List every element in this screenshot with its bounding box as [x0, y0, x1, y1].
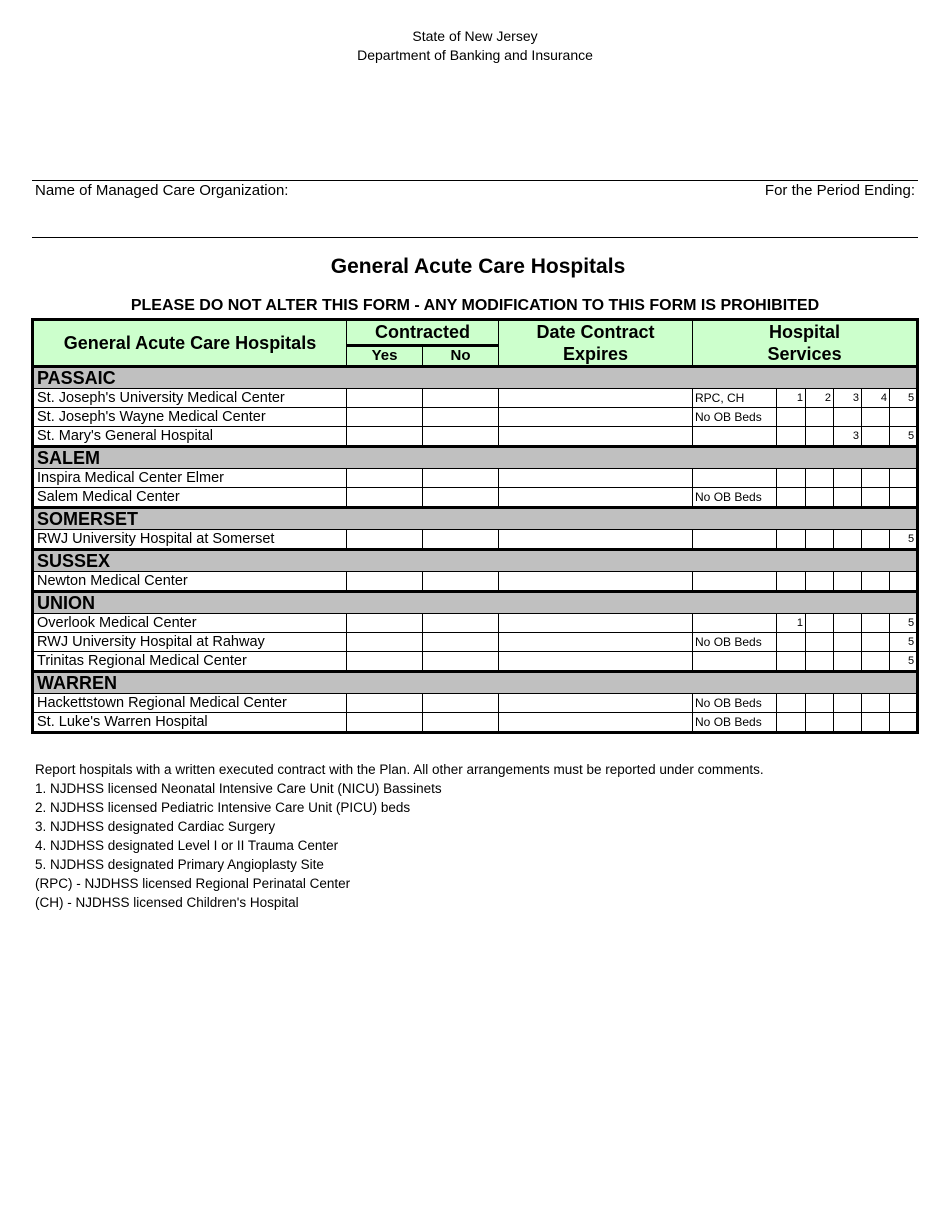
date-expires-cell[interactable]: [499, 488, 693, 508]
county-name: WARREN: [33, 672, 918, 694]
services-cell: [693, 572, 777, 592]
header-yes: Yes: [347, 345, 423, 366]
service-flag-1: [777, 488, 806, 508]
service-flag-2: [806, 652, 834, 672]
hospital-row: [33, 614, 918, 633]
contracted-yes-cell[interactable]: [347, 713, 423, 733]
service-flag-4: [862, 408, 890, 427]
service-flag-3: 3: [834, 389, 862, 408]
services-cell: [693, 530, 777, 550]
service-flag-4: [862, 427, 890, 447]
service-flag-5: 5: [890, 633, 918, 652]
contracted-yes-cell[interactable]: [347, 530, 423, 550]
county-row: [33, 592, 918, 614]
service-flag-5: [890, 408, 918, 427]
service-flag-3: [834, 488, 862, 508]
hospital-name: St. Joseph's Wayne Medical Center: [33, 408, 347, 427]
date-expires-cell[interactable]: [499, 389, 693, 408]
hospital-row: [33, 530, 918, 550]
period-label: For the Period Ending:: [764, 182, 915, 199]
service-flag-5: [890, 488, 918, 508]
contracted-yes-cell[interactable]: [347, 427, 423, 447]
contracted-yes-cell[interactable]: [347, 633, 423, 652]
county-row: [33, 550, 918, 572]
service-flag-3: [834, 713, 862, 733]
county-row: [33, 367, 918, 389]
header-hospitals: General Acute Care Hospitals: [33, 320, 347, 367]
footnotes: [35, 760, 764, 912]
contracted-no-cell[interactable]: [423, 389, 499, 408]
service-flag-3: [834, 652, 862, 672]
contracted-yes-cell[interactable]: [347, 572, 423, 592]
date-expires-cell[interactable]: [499, 694, 693, 713]
warning-notice: PLEASE DO NOT ALTER THIS FORM - ANY MODIFICATION TO THIS FORM IS PROHIBITED: [130, 297, 820, 314]
county-row: [33, 508, 918, 530]
service-flag-2: [806, 614, 834, 633]
hospital-name: Newton Medical Center: [33, 572, 347, 592]
hospital-row: [33, 572, 918, 592]
service-flag-3: [834, 694, 862, 713]
hospital-name: RWJ University Hospital at Rahway: [33, 633, 347, 652]
date-expires-cell[interactable]: [499, 572, 693, 592]
hospital-row: [33, 469, 918, 488]
date-expires-cell[interactable]: [499, 530, 693, 550]
hospital-name: Overlook Medical Center: [33, 614, 347, 633]
service-flag-4: [862, 713, 890, 733]
county-name: UNION: [33, 592, 918, 614]
service-flag-1: 1: [777, 389, 806, 408]
hospital-row: [33, 633, 918, 652]
service-flag-2: 2: [806, 389, 834, 408]
service-flag-1: [777, 633, 806, 652]
service-flag-2: [806, 488, 834, 508]
service-flag-5: 5: [890, 614, 918, 633]
date-expires-cell[interactable]: [499, 408, 693, 427]
service-flag-3: [834, 614, 862, 633]
service-flag-1: [777, 713, 806, 733]
contracted-yes-cell[interactable]: [347, 408, 423, 427]
hospital-name: RWJ University Hospital at Somerset: [33, 530, 347, 550]
mco-label: Name of Managed Care Organization:: [35, 182, 289, 199]
hospital-row: [33, 713, 918, 733]
service-flag-1: [777, 469, 806, 488]
services-cell: No OB Beds: [693, 408, 777, 427]
contracted-yes-cell[interactable]: [347, 694, 423, 713]
contracted-no-cell[interactable]: [423, 530, 499, 550]
hospital-name: St. Joseph's University Medical Center: [33, 389, 347, 408]
contracted-no-cell[interactable]: [423, 694, 499, 713]
service-flag-1: 1: [777, 614, 806, 633]
header-hospital-services: Hospital Services: [693, 320, 918, 367]
note-item: 5. NJDHSS designated Primary Angioplasty Site: [35, 857, 324, 872]
top-rule: [32, 180, 918, 181]
contracted-no-cell[interactable]: [423, 713, 499, 733]
contracted-yes-cell[interactable]: [347, 488, 423, 508]
service-flag-4: [862, 572, 890, 592]
contracted-yes-cell[interactable]: [347, 652, 423, 672]
county-name: PASSAIC: [33, 367, 918, 389]
county-name: SUSSEX: [33, 550, 918, 572]
contracted-no-cell[interactable]: [423, 427, 499, 447]
hospital-table: [31, 318, 919, 734]
note-item: (CH) - NJDHSS licensed Children's Hospital: [35, 895, 299, 910]
service-flag-5: [890, 469, 918, 488]
service-flag-4: 4: [862, 389, 890, 408]
header-date-expires: Date Contract Expires: [499, 320, 693, 367]
page-title: General Acute Care Hospitals: [330, 255, 626, 278]
date-expires-cell[interactable]: [499, 469, 693, 488]
service-flag-3: [834, 572, 862, 592]
header-no: No: [423, 345, 499, 366]
note-item: (RPC) - NJDHSS licensed Regional Perinatal Center: [35, 876, 351, 891]
contracted-no-cell[interactable]: [423, 652, 499, 672]
service-flag-5: 5: [890, 389, 918, 408]
hospital-row: [33, 652, 918, 672]
department-heading: Department of Banking and Insurance: [357, 47, 593, 63]
service-flag-3: [834, 530, 862, 550]
service-flag-2: [806, 572, 834, 592]
hospital-name: Trinitas Regional Medical Center: [33, 652, 347, 672]
service-flag-4: [862, 530, 890, 550]
service-flag-4: [862, 652, 890, 672]
note-item: 2. NJDHSS licensed Pediatric Intensive Care Unit (PICU) beds: [35, 800, 411, 815]
hospital-name: Hackettstown Regional Medical Center: [33, 694, 347, 713]
services-cell: [693, 614, 777, 633]
contracted-no-cell[interactable]: [423, 572, 499, 592]
date-expires-cell[interactable]: [499, 652, 693, 672]
service-flag-2: [806, 408, 834, 427]
service-flag-3: [834, 469, 862, 488]
note-item: 4. NJDHSS designated Level I or II Trauma Center: [35, 838, 339, 853]
service-flag-4: [862, 469, 890, 488]
service-flag-1: [777, 530, 806, 550]
services-cell: RPC, CH: [693, 389, 777, 408]
service-flag-2: [806, 713, 834, 733]
header-contracted: Contracted: [347, 320, 499, 346]
service-flag-1: [777, 572, 806, 592]
state-heading: State of New Jersey: [412, 28, 538, 44]
service-flag-2: [806, 469, 834, 488]
hospital-row: [33, 427, 918, 447]
service-flag-2: [806, 633, 834, 652]
county-name: SALEM: [33, 447, 918, 469]
service-flag-4: [862, 633, 890, 652]
contracted-yes-cell[interactable]: [347, 389, 423, 408]
note-instruction: Report hospitals with a written executed contract with the Plan. All other arrangements must be reported under comments.: [35, 762, 764, 777]
bottom-rule: [32, 237, 918, 238]
county-row: [33, 672, 918, 694]
hospital-name: Inspira Medical Center Elmer: [33, 469, 347, 488]
services-cell: No OB Beds: [693, 488, 777, 508]
contracted-no-cell[interactable]: [423, 408, 499, 427]
hospital-name: St. Mary's General Hospital: [33, 427, 347, 447]
service-flag-4: [862, 694, 890, 713]
service-flag-4: [862, 488, 890, 508]
services-cell: No OB Beds: [693, 694, 777, 713]
services-cell: No OB Beds: [693, 633, 777, 652]
contracted-yes-cell[interactable]: [347, 614, 423, 633]
hospital-row: [33, 389, 918, 408]
date-expires-cell[interactable]: [499, 614, 693, 633]
service-flag-3: [834, 408, 862, 427]
contracted-no-cell[interactable]: [423, 614, 499, 633]
service-flag-2: [806, 694, 834, 713]
services-cell: No OB Beds: [693, 713, 777, 733]
hospital-name: Salem Medical Center: [33, 488, 347, 508]
services-cell: [693, 652, 777, 672]
county-name: SOMERSET: [33, 508, 918, 530]
contracted-no-cell[interactable]: [423, 488, 499, 508]
date-expires-cell[interactable]: [499, 427, 693, 447]
service-flag-3: [834, 633, 862, 652]
service-flag-5: 5: [890, 530, 918, 550]
service-flag-1: [777, 427, 806, 447]
service-flag-2: [806, 530, 834, 550]
service-flag-1: [777, 694, 806, 713]
service-flag-4: [862, 614, 890, 633]
service-flag-5: [890, 572, 918, 592]
service-flag-2: [806, 427, 834, 447]
contracted-yes-cell[interactable]: [347, 469, 423, 488]
hospital-row: [33, 408, 918, 427]
service-flag-5: 5: [890, 652, 918, 672]
services-cell: [693, 427, 777, 447]
date-expires-cell[interactable]: [499, 713, 693, 733]
note-item: 3. NJDHSS designated Cardiac Surgery: [35, 819, 276, 834]
note-item: 1. NJDHSS licensed Neonatal Intensive Care Unit (NICU) Bassinets: [35, 781, 442, 796]
county-row: [33, 447, 918, 469]
service-flag-5: 5: [890, 427, 918, 447]
hospital-row: [33, 488, 918, 508]
service-flag-1: [777, 408, 806, 427]
contracted-no-cell[interactable]: [423, 469, 499, 488]
service-flag-1: [777, 652, 806, 672]
hospital-row: [33, 694, 918, 713]
service-flag-3: 3: [834, 427, 862, 447]
date-expires-cell[interactable]: [499, 633, 693, 652]
contracted-no-cell[interactable]: [423, 633, 499, 652]
service-flag-5: [890, 694, 918, 713]
services-cell: [693, 469, 777, 488]
service-flag-5: [890, 713, 918, 733]
hospital-name: St. Luke's Warren Hospital: [33, 713, 347, 733]
